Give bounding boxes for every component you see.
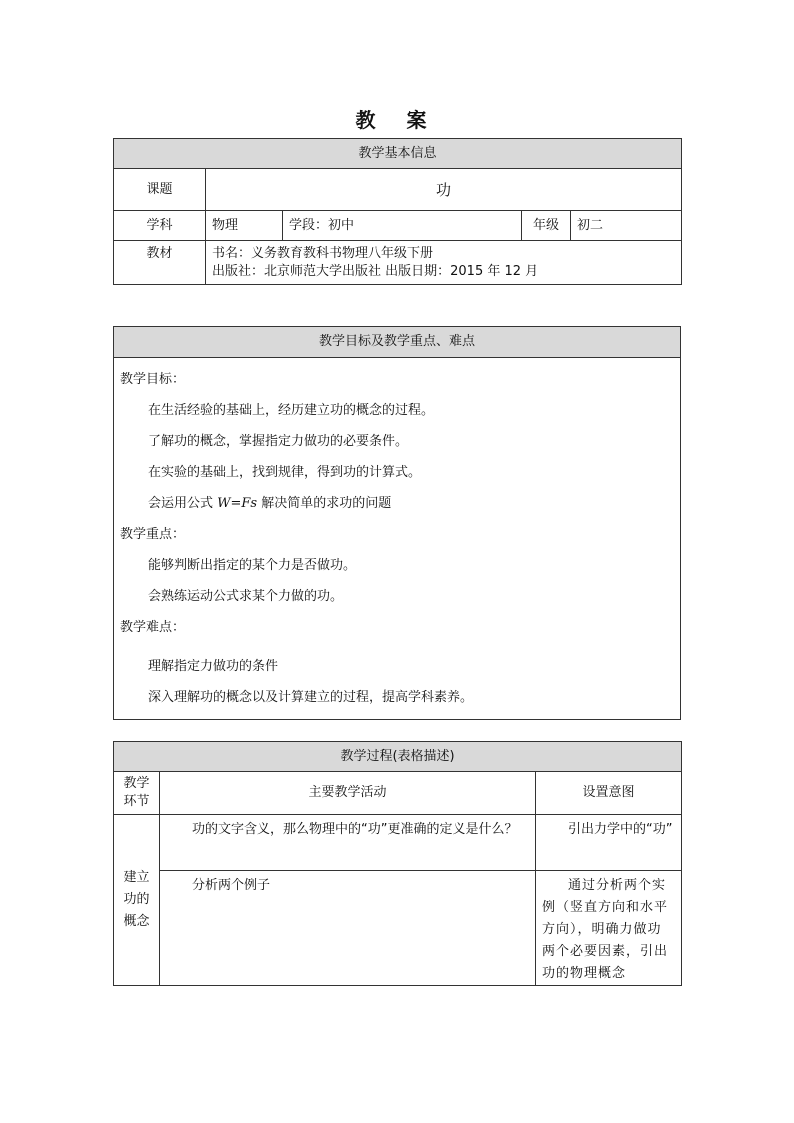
difficulty-item: 理解指定力做功的条件 [148,659,279,674]
process-header: 教学过程(表格描述) [114,742,682,772]
basic-info-table [113,138,682,285]
objective-item: 在实验的基础上，找到规律，得到功的计算式。 [148,465,422,480]
intent-cell: 引出力学中的“功” [536,815,682,871]
material-publisher: 出版社：北京师范大学出版社 出版日期：2015 年 12 月 [212,264,539,279]
activity-cell: 功的文字含义，那么物理中的“功”更准确的定义是什么？ [160,815,536,871]
key-points-label: 教学重点： [120,527,186,542]
stage-text: 学段：初中 [283,211,522,241]
difficulty-label: 教学难点： [120,620,186,635]
basic-info-header: 教学基本信息 [114,139,682,169]
formula: W=Fs [217,496,258,511]
topic-value: 功 [206,169,682,211]
goals-header: 教学目标及教学重点、难点 [114,327,680,358]
grade-label: 年级 [522,211,571,241]
key-point-item: 会熟练运动公式求某个力做的功。 [148,589,344,604]
intent-cell: 通过分析两个实例（竖直方向和水平方向），明确力做功两个必要因素，引出功的物理概念 [536,871,682,986]
objective-item: 在生活经验的基础上，经历建立功的概念的过程。 [148,403,435,418]
objective-item: 了解功的概念，掌握指定力做功的必要条件。 [148,434,409,449]
intent-column-header: 设置意图 [536,772,682,815]
objective-item: 会运用公式 W=Fs 解决简单的求功的问题 [148,496,392,511]
grade-value: 初二 [571,211,682,241]
subject-label: 学科 [114,211,206,241]
document-title: 教 案 [355,108,439,132]
difficulty-item: 深入理解功的概念以及计算建立的过程，提高学科素养。 [148,690,474,705]
goals-section [113,326,681,720]
stage-name: 建立 功的 概念 [114,815,160,986]
topic-label: 课题 [114,169,206,211]
process-table [113,741,682,986]
subject-value: 物理 [206,211,283,241]
key-point-item: 能够判断出指定的某个力是否做功。 [148,558,357,573]
stage-column-header: 教学 环节 [114,772,160,815]
material-label: 教材 [114,241,206,285]
material-info [206,241,682,285]
objectives-label: 教学目标： [120,372,186,387]
activity-column-header: 主要教学活动 [160,772,536,815]
activity-cell: 分析两个例子 [160,871,536,986]
material-book: 书名：义务教育教科书物理八年级下册 [212,246,434,261]
